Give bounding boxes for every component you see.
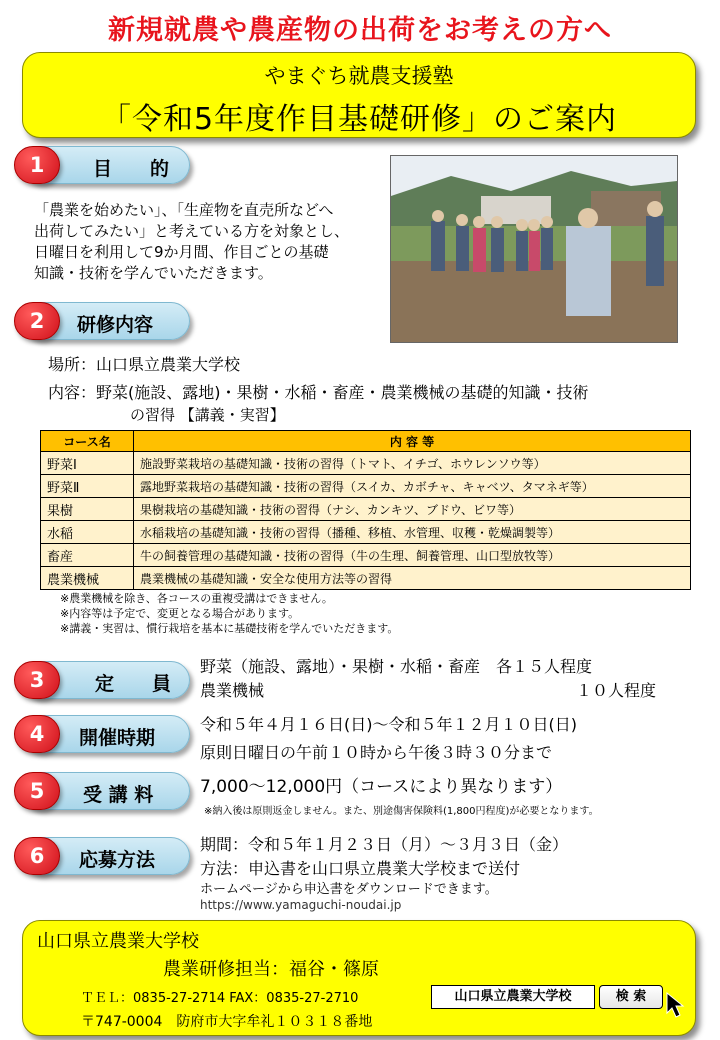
footer-address: 〒747-0004 防府市大字牟礼１０３１８番地 — [81, 1014, 373, 1030]
period-line1: 令和５年４月１６日(日)～令和５年１２月１０日(日) — [200, 715, 577, 734]
course-name: 野菜Ⅰ — [41, 452, 134, 475]
banner-subtitle: やまぐち就農支援塾 — [264, 64, 454, 88]
training-photo — [390, 155, 678, 343]
section-4-number: 4 — [14, 715, 60, 753]
section-4-label: 開催時期 — [79, 727, 156, 749]
search-term-box[interactable]: 山口県立農業大学校 — [431, 985, 595, 1009]
purpose-text — [34, 200, 384, 284]
footer-tel-fax: ＴＥＬ：0835-27-2714 FAX：0835-27-2710 — [81, 991, 359, 1006]
course-name: 野菜Ⅱ — [41, 475, 134, 498]
section-3-number: 3 — [14, 661, 60, 699]
fee-note: ※納入後は原則返金しません。また、別途傷害保険料(1,800円程度)が必要となります。 — [204, 806, 599, 817]
cursor-icon — [665, 991, 689, 1019]
course-detail: 牛の飼養管理の基礎知識・技術の習得（牛の生理、飼養管理、山口型放牧等） — [134, 544, 691, 567]
contact-footer — [22, 920, 696, 1036]
course-name: 畜産 — [41, 544, 134, 567]
table-row — [41, 475, 691, 498]
purpose-line: 出荷してみたい」と考えている方を対象とし、 — [34, 222, 350, 240]
note-item: ※内容等は予定で、変更となる場合があります。 — [60, 607, 300, 620]
table-row — [41, 544, 691, 567]
table-header-content: 内 容 等 — [134, 431, 691, 452]
course-name: 水稲 — [41, 521, 134, 544]
footer-org: 山口県立農業大学校 — [37, 931, 199, 952]
table-row — [41, 452, 691, 475]
purpose-line: 日曜日を利用して9か月間、作目ごとの基礎 — [34, 243, 329, 261]
purpose-line: 「農業を始めたい」、「生産物を直売所などへ — [34, 201, 334, 219]
period-line2: 原則日曜日の午前１０時から午後３時３０分まで — [200, 743, 553, 762]
section-5-label: 受 講 料 — [83, 784, 154, 806]
capacity-line2-value: １０人程度 — [576, 681, 657, 700]
section-6-label: 応募方法 — [79, 849, 156, 871]
notes — [60, 591, 398, 636]
apply-line2: 方法：申込書を山口県立農業大学校まで送付 — [200, 859, 521, 878]
table-row — [41, 521, 691, 544]
footer-contact: 農業研修担当：福谷・篠原 — [163, 959, 379, 980]
section-5-number: 5 — [14, 772, 60, 810]
section-2-number: 2 — [14, 302, 60, 340]
course-detail: 水稲栽培の基礎知識・技術の習得（播種、移植、水管理、収穫・乾燥調製等） — [134, 521, 691, 544]
course-name: 農業機械 — [41, 567, 134, 590]
purpose-line: 知識・技術を学んでいただきます。 — [34, 264, 273, 282]
search-button[interactable]: 検 索 — [599, 985, 663, 1009]
section-3-label: 定 員 — [95, 673, 172, 695]
top-title: 新規就農や農産物の出荷をお考えの方へ — [108, 15, 612, 46]
content-line1: 内容：野菜(施設、露地)・果樹・水稲・畜産・農業機械の基礎的知識・技術 — [48, 383, 589, 402]
section-6-number: 6 — [14, 837, 60, 875]
section-1-label: 目 的 — [93, 158, 170, 180]
section-2-label: 研修内容 — [77, 314, 154, 336]
table-row — [41, 567, 691, 590]
title-banner — [22, 52, 696, 138]
table-row — [41, 498, 691, 521]
apply-line3: ホームページから申込書をダウンロードできます。 — [200, 882, 498, 897]
note-item: ※農業機械を除き、各コースの重複受講はできません。 — [60, 592, 333, 605]
course-detail: 農業機械の基礎知識・安全な使用方法等の習得 — [134, 567, 691, 590]
course-detail: 果樹栽培の基礎知識・技術の習得（ナシ、カンキツ、ブドウ、ビワ等） — [134, 498, 691, 521]
capacity-line2-label: 農業機械 — [200, 681, 265, 700]
content-line2: の習得 【講義・実習】 — [130, 406, 285, 424]
banner-title: 「令和5年度作目基礎研修」のご案内 — [100, 102, 618, 137]
course-detail: 露地野菜栽培の基礎知識・技術の習得（スイカ、カボチャ、キャベツ、タマネギ等） — [134, 475, 691, 498]
table-header-course: コース名 — [41, 431, 134, 452]
training-photo-illustration — [391, 156, 677, 342]
note-item: ※講義・実習は、慣行栽培を基本に基礎技術を学んでいただきます。 — [60, 622, 399, 635]
course-name: 果樹 — [41, 498, 134, 521]
course-detail: 施設野菜栽培の基礎知識・技術の習得（トマト、イチゴ、ホウレンソウ等） — [134, 452, 691, 475]
fee-line1: 7,000～12,000円（コースにより異なります） — [200, 777, 563, 797]
capacity-line1: 野菜（施設、露地）・果樹・水稲・畜産 各１５人程度 — [200, 657, 593, 676]
place-text: 場所：山口県立農業大学校 — [48, 355, 241, 374]
section-1-number: 1 — [14, 146, 60, 184]
website-url[interactable]: https://www.yamaguchi-noudai.jp — [200, 898, 402, 912]
course-table — [40, 430, 691, 590]
apply-line1: 期間：令和５年１月２３日（月）～３月３日（金） — [200, 835, 569, 854]
